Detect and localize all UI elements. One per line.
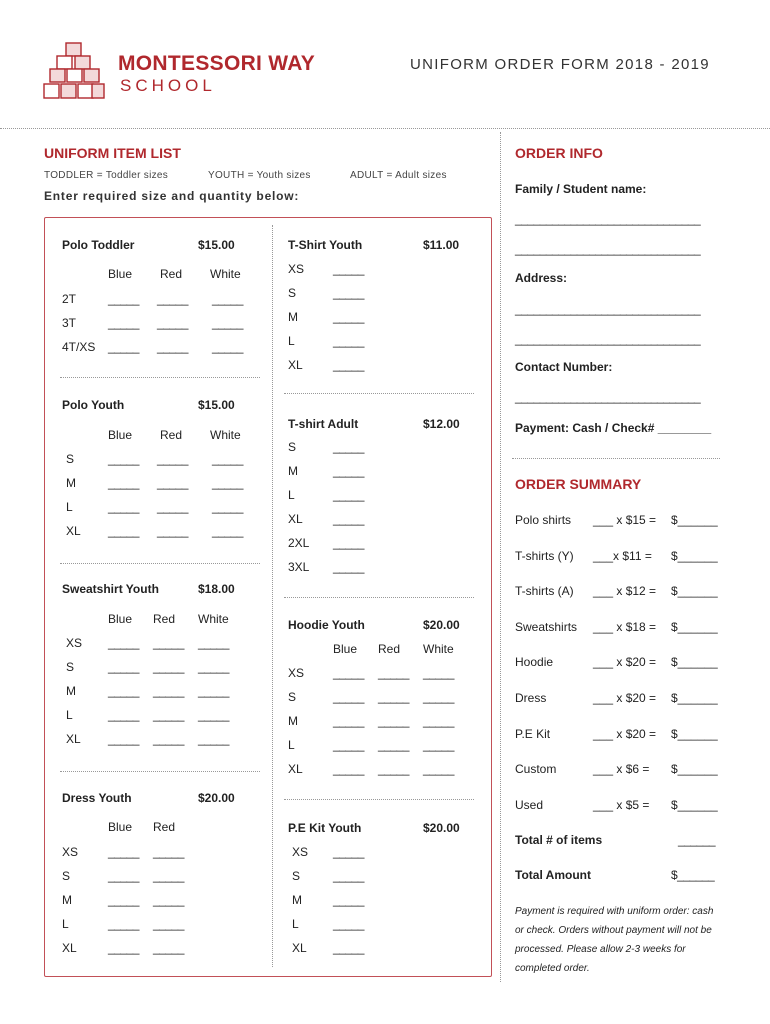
- order-info-heading: ORDER INFO: [515, 145, 603, 161]
- qty-field[interactable]: _____: [108, 684, 139, 698]
- qty-field[interactable]: _____: [333, 738, 364, 752]
- section-divider: [284, 799, 474, 800]
- summary-qty-field[interactable]: ___ x $5 =: [593, 797, 650, 812]
- pe-kit-youth-price: $20.00: [423, 821, 460, 835]
- color-header: Red: [160, 428, 183, 442]
- qty-field[interactable]: _____: [378, 714, 409, 728]
- qty-field[interactable]: _____: [157, 316, 188, 330]
- tshirt-adult-title: T-shirt Adult: [288, 417, 359, 431]
- color-header: White: [423, 642, 454, 656]
- family-name-field-2[interactable]: ______________________________: [515, 242, 701, 256]
- size-label: 3XL: [288, 560, 310, 574]
- address-label: Address:: [515, 271, 568, 285]
- qty-field[interactable]: _____: [108, 708, 139, 722]
- size-label: M: [288, 464, 298, 478]
- qty-field[interactable]: _____: [333, 536, 364, 550]
- summary-item-label: Polo shirts: [515, 513, 572, 527]
- tshirt-youth-title: T-Shirt Youth: [288, 238, 363, 252]
- qty-field[interactable]: _____: [108, 636, 139, 650]
- qty-field[interactable]: _____: [157, 452, 188, 466]
- summary-qty-field[interactable]: ___ x $20 =: [593, 691, 657, 705]
- qty-field[interactable]: _____: [108, 524, 139, 538]
- qty-field[interactable]: _____: [153, 941, 184, 955]
- legend-adult: ADULT = Adult sizes: [350, 170, 447, 181]
- summary-item-label: Used: [515, 797, 544, 812]
- size-label: M: [288, 310, 298, 324]
- size-label: XS: [62, 845, 79, 859]
- size-label: S: [66, 660, 75, 674]
- order-info-divider: [512, 458, 720, 459]
- color-header: White: [210, 428, 241, 442]
- section-divider: [284, 597, 474, 598]
- qty-field[interactable]: _____: [212, 524, 243, 538]
- size-label: 2XL: [288, 536, 310, 550]
- qty-field[interactable]: _____: [108, 893, 139, 907]
- size-label: XL: [292, 941, 307, 955]
- form-title: UNIFORM ORDER FORM 2018 - 2019: [410, 56, 710, 73]
- size-label: XL: [288, 358, 303, 372]
- size-label: XS: [66, 636, 83, 650]
- qty-field[interactable]: _____: [333, 286, 364, 300]
- family-name-field[interactable]: ______________________________: [515, 212, 701, 226]
- qty-field[interactable]: _____: [333, 560, 364, 574]
- size-label: M: [66, 684, 76, 698]
- qty-field[interactable]: _____: [153, 845, 184, 859]
- qty-field[interactable]: _____: [153, 684, 184, 698]
- hoodie-youth-title: Hoodie Youth: [288, 618, 365, 632]
- qty-field[interactable]: _____: [333, 512, 364, 526]
- size-label: XS: [288, 262, 305, 276]
- summary-qty-field[interactable]: ___ x $20 =: [593, 726, 657, 741]
- qty-field[interactable]: _____: [198, 732, 229, 746]
- qty-field[interactable]: _____: [333, 941, 364, 955]
- summary-total-field[interactable]: $______: [671, 726, 718, 741]
- qty-field[interactable]: _____: [153, 893, 184, 907]
- order-summary-heading: ORDER SUMMARY: [515, 476, 642, 492]
- color-header: Blue: [108, 820, 133, 834]
- sweatshirt-youth-title: Sweatshirt Youth: [62, 582, 159, 596]
- qty-field[interactable]: _____: [108, 476, 139, 490]
- size-label: XL: [288, 762, 303, 776]
- qty-field[interactable]: _____: [153, 869, 184, 883]
- summary-total-field[interactable]: $______: [671, 655, 718, 670]
- qty-field[interactable]: _____: [333, 666, 364, 680]
- hoodie-youth-price: $20.00: [423, 618, 460, 632]
- qty-field[interactable]: _____: [153, 708, 184, 722]
- address-field[interactable]: ______________________________: [515, 302, 701, 316]
- header-divider: [0, 128, 770, 129]
- qty-field[interactable]: _____: [333, 358, 364, 372]
- size-label: 2T: [62, 292, 77, 306]
- qty-field[interactable]: _____: [378, 738, 409, 752]
- qty-field[interactable]: _____: [212, 292, 243, 306]
- qty-field[interactable]: _____: [378, 762, 409, 776]
- qty-field[interactable]: _____: [333, 310, 364, 324]
- size-label: M: [62, 893, 72, 907]
- size-label: L: [288, 488, 295, 502]
- summary-item-label: P.E Kit: [515, 726, 551, 741]
- size-label: XL: [62, 941, 77, 955]
- qty-field[interactable]: _____: [153, 660, 184, 674]
- total-amount-label: Total Amount: [515, 868, 591, 882]
- summary-total-field[interactable]: $______: [671, 797, 718, 812]
- total-amount-field[interactable]: $______: [671, 868, 715, 882]
- qty-field[interactable]: _____: [153, 636, 184, 650]
- qty-field[interactable]: _____: [212, 316, 243, 330]
- qty-field[interactable]: _____: [157, 524, 188, 538]
- section-divider: [60, 377, 260, 378]
- size-label: S: [62, 869, 71, 883]
- size-label: L: [292, 917, 299, 931]
- qty-field[interactable]: _____: [108, 292, 139, 306]
- qty-field[interactable]: _____: [378, 666, 409, 680]
- column-divider: [500, 132, 501, 982]
- color-header: Red: [153, 820, 176, 834]
- qty-field[interactable]: _____: [423, 738, 454, 752]
- qty-field[interactable]: _____: [108, 316, 139, 330]
- total-items-label: Total # of items: [515, 833, 603, 847]
- qty-field[interactable]: _____: [333, 845, 364, 859]
- qty-field[interactable]: _____: [423, 690, 454, 704]
- size-label: M: [66, 476, 76, 490]
- summary-qty-field[interactable]: ___ x $15 =: [593, 513, 657, 527]
- qty-field[interactable]: _____: [423, 762, 454, 776]
- total-items-field[interactable]: ______: [678, 833, 716, 847]
- summary-item-label: Hoodie: [515, 655, 554, 670]
- summary-total-field[interactable]: $______: [671, 619, 718, 634]
- payment-note: Payment is required with uniform order: cash or check. Orders without payment will not be processed. Please allow 2-3 weeks for completed order.: [515, 906, 714, 974]
- instruction-text: Enter required size and quantity below:: [44, 189, 300, 203]
- qty-field[interactable]: _____: [108, 500, 139, 514]
- size-label: S: [66, 452, 75, 466]
- polo-toddler-price: $15.00: [198, 238, 235, 252]
- sweatshirt-youth-price: $18.00: [198, 582, 235, 596]
- logo-title: MONTESSORI WAY: [118, 52, 316, 75]
- qty-field[interactable]: _____: [108, 452, 139, 466]
- payment-method-field[interactable]: Payment: Cash / Check# ________: [515, 421, 712, 435]
- qty-field[interactable]: _____: [198, 660, 229, 674]
- qty-field[interactable]: _____: [333, 869, 364, 883]
- size-label: XL: [66, 732, 81, 746]
- color-header: White: [198, 612, 229, 626]
- size-label: XS: [288, 666, 305, 680]
- color-header: Red: [160, 267, 183, 281]
- size-label: L: [62, 917, 69, 931]
- tshirt-adult-price: $12.00: [423, 417, 460, 431]
- size-label: S: [288, 440, 297, 454]
- polo-toddler-title: Polo Toddler: [62, 238, 135, 252]
- size-label: S: [292, 869, 301, 883]
- summary-item-label: Custom: [515, 762, 557, 777]
- qty-field[interactable]: _____: [157, 340, 188, 354]
- size-label: S: [288, 690, 297, 704]
- size-label: L: [288, 334, 295, 348]
- color-header: Blue: [108, 267, 133, 281]
- qty-field[interactable]: _____: [108, 660, 139, 674]
- color-header: Red: [378, 642, 401, 656]
- summary-qty-field[interactable]: ___ x $6 =: [593, 762, 650, 777]
- summary-total-field[interactable]: $______: [671, 691, 718, 705]
- qty-field[interactable]: _____: [108, 732, 139, 746]
- summary-item-label: Dress: [515, 691, 547, 705]
- qty-field[interactable]: _____: [108, 941, 139, 955]
- qty-field[interactable]: _____: [333, 464, 364, 478]
- section-divider: [60, 771, 260, 772]
- tshirt-youth-price: $11.00: [423, 238, 460, 252]
- qty-field[interactable]: _____: [333, 488, 364, 502]
- size-label: XL: [288, 512, 303, 526]
- size-label: XS: [292, 845, 309, 859]
- summary-total-field[interactable]: $______: [671, 584, 718, 599]
- box-center-divider: [272, 225, 273, 967]
- qty-field[interactable]: _____: [212, 500, 243, 514]
- size-label: L: [288, 738, 295, 752]
- summary-qty-field[interactable]: ___x $11 =: [593, 548, 652, 563]
- size-label: 3T: [62, 316, 77, 330]
- summary-item-label: T-shirts (A): [515, 584, 574, 599]
- size-label: S: [288, 286, 297, 300]
- qty-field[interactable]: _____: [198, 636, 229, 650]
- qty-field[interactable]: _____: [153, 732, 184, 746]
- section-divider: [284, 393, 474, 394]
- color-header: Red: [153, 612, 176, 626]
- section-divider: [60, 563, 260, 564]
- qty-field[interactable]: _____: [333, 762, 364, 776]
- size-label: L: [66, 500, 73, 514]
- qty-field[interactable]: _____: [198, 684, 229, 698]
- qty-field[interactable]: _____: [108, 340, 139, 354]
- qty-field[interactable]: _____: [157, 476, 188, 490]
- dress-youth-title: Dress Youth: [62, 791, 132, 805]
- size-label: L: [66, 708, 73, 722]
- legend-toddler: TODDLER = Toddler sizes: [44, 170, 169, 181]
- address-field-2[interactable]: ______________________________: [515, 332, 701, 346]
- color-header: Blue: [333, 642, 358, 656]
- qty-field[interactable]: _____: [378, 690, 409, 704]
- qty-field[interactable]: _____: [108, 869, 139, 883]
- qty-field[interactable]: _____: [198, 708, 229, 722]
- qty-field[interactable]: _____: [108, 917, 139, 931]
- qty-field[interactable]: _____: [333, 714, 364, 728]
- summary-total-field[interactable]: $______: [671, 762, 718, 777]
- summary-qty-field[interactable]: ___ x $20 =: [593, 655, 657, 670]
- qty-field[interactable]: _____: [423, 714, 454, 728]
- color-header: Blue: [108, 612, 133, 626]
- qty-field[interactable]: _____: [333, 334, 364, 348]
- qty-field[interactable]: _____: [333, 917, 364, 931]
- blocks-logo-icon: [42, 40, 106, 106]
- summary-total-field[interactable]: $______: [671, 513, 718, 527]
- dress-youth-price: $20.00: [198, 791, 235, 805]
- size-label: M: [292, 893, 302, 907]
- contact-number-field[interactable]: ______________________________: [515, 390, 701, 404]
- qty-field[interactable]: _____: [153, 917, 184, 931]
- polo-youth-title: Polo Youth: [62, 398, 125, 412]
- size-label: XL: [66, 524, 81, 538]
- pe-kit-youth-title: P.E Kit Youth: [288, 821, 362, 835]
- qty-field[interactable]: _____: [333, 690, 364, 704]
- qty-field[interactable]: _____: [333, 893, 364, 907]
- summary-item-label: Sweatshirts: [515, 619, 578, 634]
- qty-field[interactable]: _____: [423, 666, 454, 680]
- qty-field[interactable]: _____: [157, 500, 188, 514]
- color-header: Blue: [108, 428, 133, 442]
- summary-item-label: T-shirts (Y): [515, 548, 574, 563]
- qty-field[interactable]: _____: [333, 262, 364, 276]
- color-header: White: [210, 267, 241, 281]
- qty-field[interactable]: _____: [212, 476, 243, 490]
- size-label: M: [288, 714, 298, 728]
- summary-qty-field[interactable]: ___ x $18 =: [593, 619, 657, 634]
- qty-field[interactable]: _____: [212, 452, 243, 466]
- qty-field[interactable]: _____: [157, 292, 188, 306]
- summary-qty-field[interactable]: ___ x $12 =: [593, 584, 657, 599]
- qty-field[interactable]: _____: [108, 845, 139, 859]
- size-label: 4T/XS: [62, 340, 96, 354]
- qty-field[interactable]: _____: [333, 440, 364, 454]
- logo-subtitle: SCHOOL: [120, 76, 216, 95]
- item-list-heading: UNIFORM ITEM LIST: [44, 145, 181, 161]
- family-name-label: Family / Student name:: [515, 182, 647, 196]
- qty-field[interactable]: _____: [212, 340, 243, 354]
- summary-total-field[interactable]: $______: [671, 548, 718, 563]
- polo-youth-price: $15.00: [198, 398, 235, 412]
- legend-youth: YOUTH = Youth sizes: [208, 170, 311, 181]
- contact-number-label: Contact Number:: [515, 360, 613, 374]
